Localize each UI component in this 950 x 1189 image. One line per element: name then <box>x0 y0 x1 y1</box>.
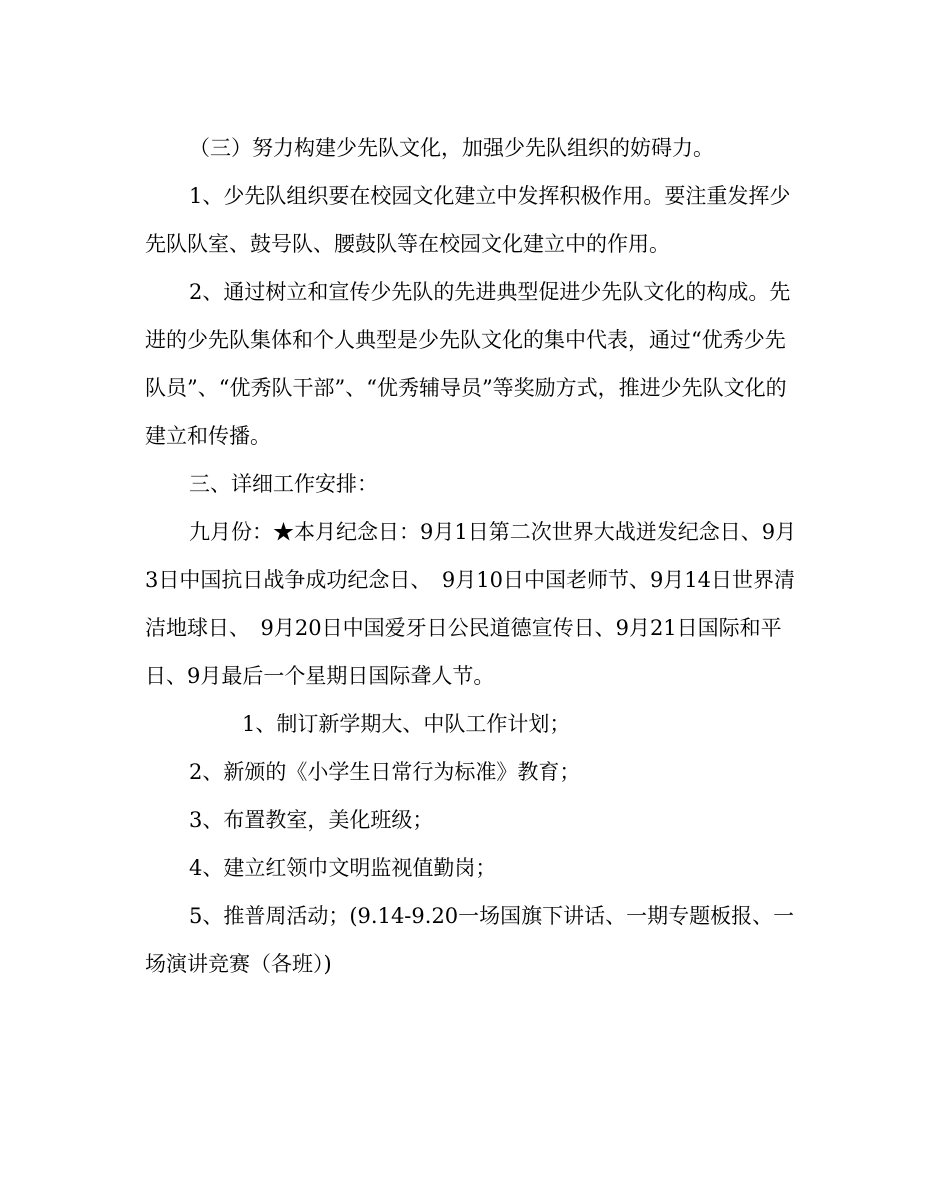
paragraph-item-1: 1、少先队组织要在校园文化建立中发挥积极作用。要注重发挥少先队队室、鼓号队、腰鼓队等在校园文化建立中的作用。 <box>145 184 791 256</box>
section-heading-schedule: 三、详细工作安排： <box>189 472 378 496</box>
paragraph-item-2: 2、通过树立和宣传少先队的先进典型促进少先队文化的构成。先进的少先队集体和个人典型是少先队文化的集中代表，通过“优秀少先队员”、“优秀队干部”、“优秀辅导员”等奖励方式，推进少先队文化的建立和传播。 <box>145 280 791 448</box>
list-item-duty-post: 4、建立红领巾文明监视值勤岗； <box>189 856 497 880</box>
paragraph-september-memorial-days: 九月份：★本月纪念日：9月1日第二次世界大战迸发纪念日、9月3日中国抗日战争成功纪念日、 9月10日中国老师节、9月14日世界清洁地球日、 9月20日中国爱牙日公民道德宣传日、9月21日国际和平日、9月最后一个星期日国际聋人节。 <box>145 520 797 688</box>
document-body <box>145 124 805 988</box>
list-item-standards-education: 2、新颁的《小学生日常行为标准》教育； <box>189 760 581 784</box>
list-item-plan: 1、制订新学期大、中队工作计划； <box>242 712 571 736</box>
list-item-mandarin-week: 5、推普周活动；(9.14-9.20一场国旗下讲话、一期专题板报、一场演讲竞赛（各班）) <box>145 904 795 976</box>
section-heading-culture: （三）努力构建少先队文化，加强少先队组织的妨碍力。 <box>189 136 714 160</box>
list-item-classroom-decoration: 3、布置教室，美化班级； <box>189 808 434 832</box>
